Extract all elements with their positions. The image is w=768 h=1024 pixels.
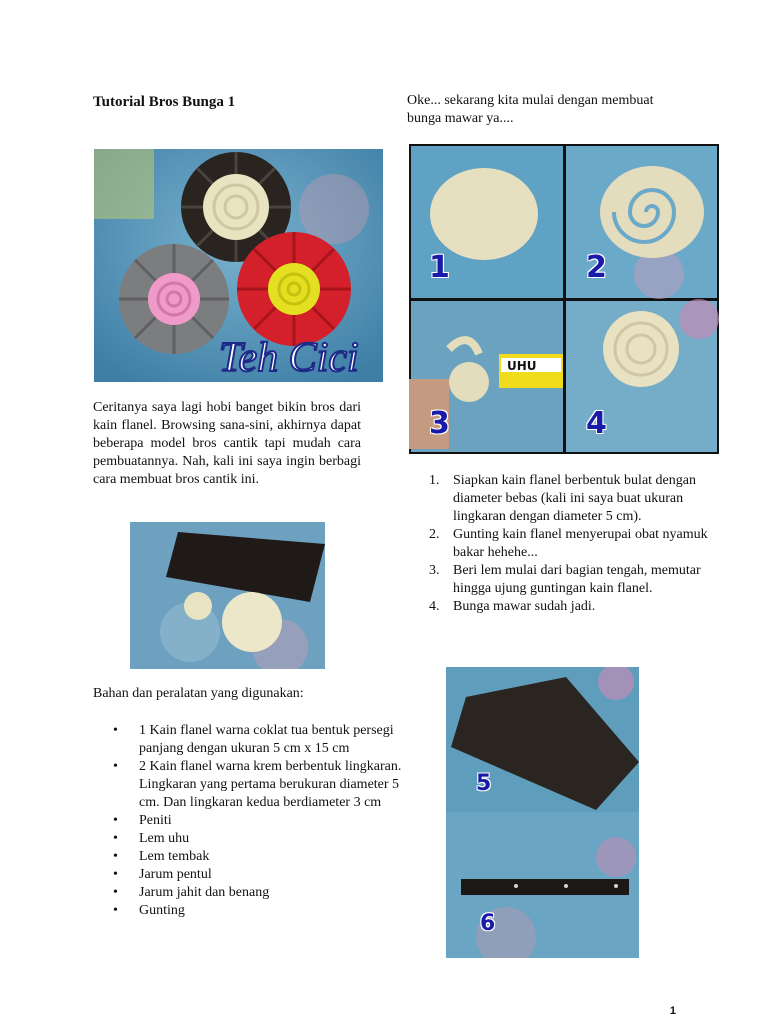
intro-paragraph: Ceritanya saya lagi hobi banget bikin bros dari kain flanel. Browsing sana-sini, akhirnya dapat beberapa model bros cantik tapi mudah cara pembuatannya. Nah, kali ini saya ingin berbagi cara membuat bros cantik ini. [93,400,361,487]
list-item: • Lem tembak [139,848,419,866]
step-text: Siapkan kain flanel berbentuk bulat dengan diameter bebas (kali ini saya buat ukuran lingkaran dengan diameter 5 cm). [453,473,696,524]
photo-label-5: 5 [476,771,492,796]
materials-heading: Bahan dan peralatan yang digunakan: [93,686,304,701]
step-text: Gunting kain flanel menyerupai obat nyamuk bakar hehehe... [453,527,708,560]
page-number: 1 [669,1005,676,1017]
list-item [429,562,723,598]
document-title: Tutorial Bros Bunga 1 [93,94,236,110]
step-number: 2. [429,527,440,542]
steps-list [407,472,723,616]
materials-illustration [130,522,325,669]
flowers-photo [94,149,383,382]
steps-grid-illustration [409,144,719,454]
grid-label-4: 4 [586,406,607,441]
grid-label-2: 2 [586,250,607,285]
materials-photo [130,522,325,669]
step-number: 1. [429,473,440,488]
steps-photo-5-6 [446,667,639,958]
list-item: • Gunting [139,902,419,920]
step-text: Beri lem mulai dari bagian tengah, memutar hingga ujung guntingan kain flanel. [453,563,701,596]
list-item [429,526,723,562]
list-item [429,598,723,616]
list-item: • Jarum pentul [139,866,419,884]
step-text: Bunga mawar sudah jadi. [453,599,596,614]
photo-watermark: Teh Cici [219,335,359,381]
list-item: • Peniti [139,812,419,830]
glue-label: UHU [507,359,537,373]
steps-photo-grid [409,144,719,454]
list-item [429,472,723,526]
list-item: • Jarum jahit dan benang [139,884,419,902]
materials-list [93,722,419,920]
grid-label-3: 3 [429,406,450,441]
list-item: • 1 Kain flanel warna coklat tua bentuk persegi panjang dengan ukuran 5 cm x 15 cm [139,722,419,758]
grid-label-1: 1 [429,250,450,285]
list-item: • Lem uhu [139,830,419,848]
list-item: • 2 Kain flanel warna krem berbentuk lingkaran. Lingkaran yang pertama berukuran diameter 5 cm. Dan lingkaran kedua berdiameter 3 cm [139,758,419,812]
step-number: 3. [429,563,440,578]
intro-right-text: Oke... sekarang kita mulai dengan membuat bunga mawar ya.... [407,93,654,126]
flowers-illustration [94,149,383,382]
step-number: 4. [429,599,440,614]
steps-5-6-illustration [446,667,639,958]
photo-label-6: 6 [480,911,496,936]
